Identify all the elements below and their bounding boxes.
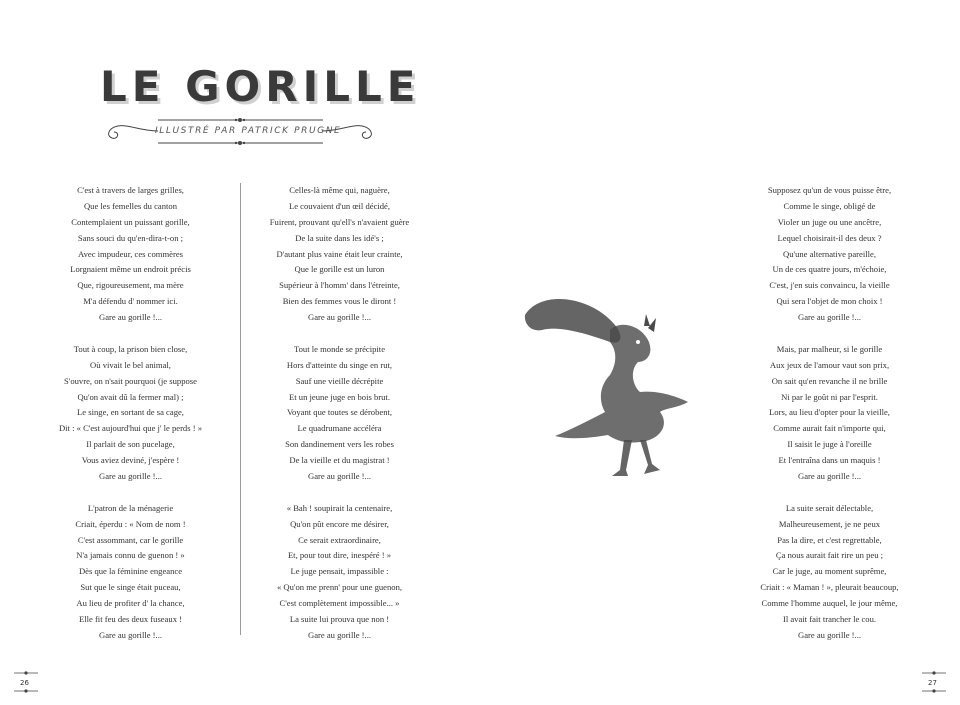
verse-line: C'est, j'en suis convaincu, la vieille	[769, 280, 890, 291]
verse-line: C'est assommant, car le gorille	[77, 534, 184, 545]
verse-line: Il parlait de son pucelage,	[86, 439, 175, 450]
verse-line: Et l'entraîna dans un maquis !	[778, 455, 881, 466]
poem-column-3	[742, 183, 917, 644]
verse-line: Qu'on pût encore me désirer,	[290, 518, 389, 529]
verse-line: Supérieur à l'homm' dans l'étreinte,	[279, 280, 400, 291]
verse-line: Le juge pensait, impassible :	[290, 566, 389, 577]
verse-line: Dès que la féminine engeance	[78, 566, 183, 577]
verse-line: Gare au gorille !...	[798, 312, 861, 323]
verse-line: Elle fit feu des deux fuseaux !	[78, 614, 183, 625]
verse-line: Ça nous aurait fait rire un peu ;	[775, 550, 884, 561]
verse-line: Hors d'atteinte du singe en rut,	[286, 359, 393, 370]
verse-line: Qu'on avait dû la fermer mal) ;	[77, 391, 184, 402]
verse-line: Que, rigoureusement, ma mère	[77, 280, 184, 291]
verse-line: Criait, éperdu : « Nom de nom !	[75, 518, 186, 529]
verse-line: Comme le singe, obligé de	[783, 200, 876, 211]
verse-line: La suite serait délectable,	[785, 502, 874, 513]
verse-line: Aux jeux de l'amour vaut son prix,	[769, 359, 890, 370]
verse-line: Tout à coup, la prison bien close,	[73, 343, 188, 354]
stanza-gap	[252, 485, 427, 501]
verse-line: Au lieu de profiter d' la chance,	[76, 598, 185, 609]
verse-line: Tout le monde se précipite	[293, 343, 386, 354]
verse-line: C'est complètement impossible... »	[279, 598, 400, 609]
verse-line: Gare au gorille !...	[798, 471, 861, 482]
column-divider	[240, 183, 241, 635]
page-number-right: 27	[928, 679, 937, 687]
verse-line: S'ouvre, on n'sait pourquoi (je suppose	[64, 375, 197, 386]
verse-line: Le singe, en sortant de sa cage,	[77, 407, 184, 418]
stanza-gap	[43, 326, 218, 342]
verse-line: Criait : « Maman ! », pleurait beaucoup,	[760, 582, 899, 593]
verse-line: Ni par le goût ni par l'esprit.	[781, 391, 878, 402]
stanza-gap	[252, 326, 427, 342]
verse-line: De la suite dans les idé's ;	[295, 232, 384, 243]
verse-line: Le quadrumane accéléra	[297, 423, 382, 434]
verse-line: Lequel choisirait-il des deux ?	[777, 232, 882, 243]
verse-line: Et, pour tout dire, inespéré ! »	[287, 550, 392, 561]
verse-line: Malheureusement, je ne peux	[778, 518, 881, 529]
page-title: LE GORILLE	[100, 62, 421, 111]
verse-line: Dit : « C'est aujourd'hui que j' le perds ! »	[58, 423, 203, 434]
verse-line: On sait qu'en revanche il ne brille	[771, 375, 888, 386]
verse-line: Qui sera l'objet de mon choix !	[776, 296, 883, 307]
verse-line: Son dandinement vers les robes	[285, 439, 394, 450]
verse-line: Voyant que toutes se dérobent,	[286, 407, 393, 418]
verse-line: Lors, au lieu d'opter pour la vieille,	[769, 407, 890, 418]
verse-line: Sut que le singe était puceau,	[80, 582, 181, 593]
verse-line: Que les femelles du canton	[83, 200, 178, 211]
subtitle: ILLUSTRÉ PAR PATRICK PRUGNE	[155, 126, 342, 136]
verse-line: Comme l'homme auquel, le jour même,	[761, 598, 898, 609]
verse-line: Qu'une alternative pareille,	[783, 248, 876, 259]
verse-line: Sans souci du qu'en-dira-t-on ;	[77, 232, 184, 243]
verse-line: Bien des femmes vous le diront !	[282, 296, 397, 307]
verse-line: Que le gorille est un luron	[294, 264, 385, 275]
verse-line: Gare au gorille !...	[99, 471, 162, 482]
bird-illustration	[520, 290, 700, 490]
verse-line: Ce serait extraordinaire,	[298, 534, 381, 545]
verse-line: De la vieille et du magistrat !	[289, 455, 390, 466]
verse-line: N'a jamais connu de guenon ! »	[76, 550, 185, 561]
verse-line: Où vivait le bel animal,	[90, 359, 171, 370]
verse-line: Il avait fait trancher le cou.	[782, 614, 877, 625]
verse-line: Gare au gorille !...	[99, 312, 162, 323]
verse-line: D'autant plus vaine était leur crainte,	[276, 248, 403, 259]
verse-line: Sauf une vieille décrépite	[295, 375, 384, 386]
verse-line: Le couvaient d'un œil décidé,	[288, 200, 391, 211]
page-number-left: 26	[20, 679, 29, 687]
verse-line: Gare au gorille !...	[308, 471, 371, 482]
verse-line: Contemplaient un puissant gorille,	[71, 216, 190, 227]
verse-line: Comme aurait fait n'importe qui,	[773, 423, 886, 434]
verse-line: Violer un juge ou une ancêtre,	[777, 216, 882, 227]
verse-line: Un de ces quatre jours, m'échoie,	[772, 264, 887, 275]
verse-line: C'est à travers de larges grilles,	[77, 185, 184, 195]
verse-line: Avec impudeur, ces commères	[78, 248, 183, 259]
verse-line: Car le juge, au moment suprême,	[772, 566, 887, 577]
verse-line: Vous aviez deviné, j'espère !	[81, 455, 180, 466]
verse-line: Supposez qu'un de vous puisse être,	[767, 185, 892, 195]
verse-line: Fuirent, prouvant qu'ell's n'avaient guère	[269, 216, 410, 227]
verse-line: L'patron de la ménagerie	[87, 502, 174, 513]
stanza-gap	[742, 485, 917, 501]
stanza-gap	[742, 326, 917, 342]
verse-line: Il saisit le juge à l'oreille	[787, 439, 872, 450]
verse-line: Gare au gorille !...	[308, 629, 371, 640]
stanza-gap	[43, 485, 218, 501]
verse-line: Celles-là même qui, naguère,	[289, 185, 390, 195]
verse-line: « Bah ! soupirait la centenaire,	[286, 502, 393, 513]
verse-line: Mais, par malheur, si le gorille	[776, 343, 883, 354]
verse-line: Gare au gorille !...	[308, 312, 371, 323]
poem-column-1	[43, 183, 218, 644]
verse-line: Gare au gorille !...	[798, 629, 861, 640]
verse-line: Lorgnaient même un endroit précis	[70, 264, 191, 275]
verse-line: La suite lui prouva que non !	[289, 614, 390, 625]
verse-line: Et un jeune juge en bois brut.	[289, 391, 390, 402]
poem-column-2	[252, 183, 427, 644]
verse-line: M'a défendu d' nommer ici.	[83, 296, 178, 307]
verse-line: Gare au gorille !...	[99, 629, 162, 640]
verse-line: Pas la dire, et c'est regrettable,	[777, 534, 882, 545]
verse-line: « Qu'on me prenn' pour une guenon,	[276, 582, 403, 593]
